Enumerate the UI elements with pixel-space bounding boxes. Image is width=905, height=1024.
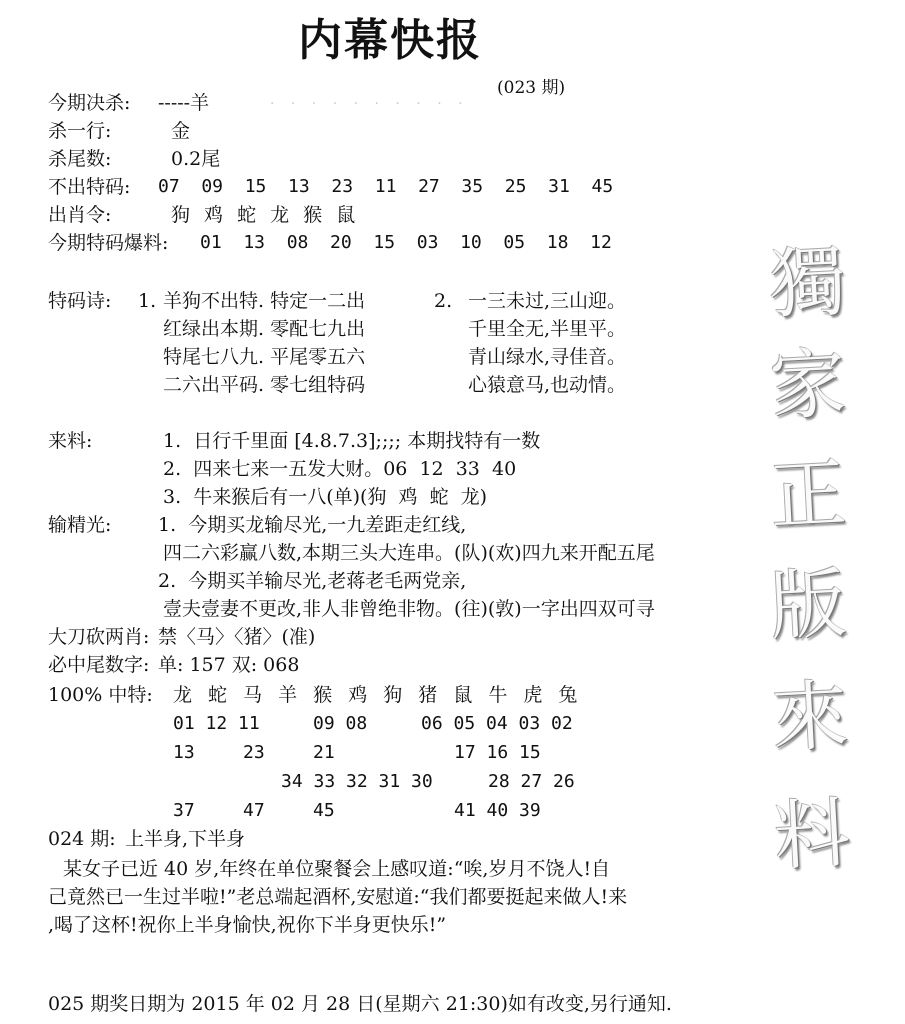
next-issue-value: 上半身,下半身: [125, 828, 246, 850]
poem-left-line: 羊狗不出特. 特定一二出: [163, 290, 366, 312]
source-line: 3. 牛来猴后有一八(单)(狗 鸡 蛇 龙): [163, 486, 488, 508]
number-group: 06 05 04 03 02: [421, 713, 573, 734]
zodiac-value: 狗 鸡 蛇 龙 猴 鼠: [171, 204, 360, 226]
stamp-char: 料: [771, 788, 853, 881]
kill-row-value: 金: [171, 120, 191, 142]
next-issue-label: 024 期:: [48, 828, 116, 850]
special-zodiacs: 龙 蛇 马 羊 猴 鸡 狗 猪 鼠 牛 虎 兔: [173, 684, 583, 706]
poem-label: 特码诗:: [48, 290, 112, 312]
kill-tail-label: 杀尾数:: [48, 148, 112, 170]
number-group: 17 16 15: [454, 742, 541, 763]
stamp-char: 版: [767, 558, 849, 651]
source-label: 来料:: [48, 430, 93, 452]
poem-right-line: 一三未过,三山迎。: [468, 290, 627, 312]
footer-notice: 025 期奖日期为 2015 年 02 月 28 日(星期六 21:30)如有改变,另行通知.: [48, 993, 672, 1015]
burst-label: 今期特码爆料:: [48, 232, 169, 254]
faded-text: · · · · · · · · · ·: [270, 96, 469, 112]
zodiac-label: 出肖令:: [48, 204, 112, 226]
poem-right-line: 心猿意马,也动情。: [468, 374, 627, 396]
poem-left-line: 红绿出本期. 零配七九出: [163, 318, 366, 340]
lose-line: 四二六彩赢八数,本期三头大连串。(队)(欢)四九来开配五尾: [163, 542, 655, 564]
poem-left-line: 二六出平码. 零七组特码: [163, 374, 366, 396]
poem-left-line: 特尾七八九. 平尾零五六: [163, 346, 366, 368]
story-line: ,喝了这杯!祝你上半身愉快,祝你下半身更快乐!”: [48, 914, 447, 936]
story-line: 某女子已近 40 岁,年终在单位聚餐会上感叹道:“唉,岁月不饶人!自: [63, 858, 611, 880]
number-group: 28 27 26: [488, 771, 575, 792]
no-special-value: 07 09 15 13 23 11 27 35 25 31 45: [158, 176, 614, 197]
number-group: 37: [173, 800, 195, 821]
poem-right-number: 2.: [434, 290, 453, 312]
number-group: 47: [243, 800, 265, 821]
number-group: 41 40 39: [454, 800, 541, 821]
tail-value: 单: 157 双: 068: [158, 654, 300, 676]
number-group: 01 12 11: [173, 713, 260, 734]
poem-right-line: 青山绿水,寻佳音。: [468, 346, 627, 368]
number-group: 34 33 32 31 30: [281, 771, 433, 792]
number-group: 21: [313, 742, 335, 763]
number-group: 45: [313, 800, 335, 821]
stamp-char: 家: [767, 338, 849, 431]
stamp-char: 正: [767, 448, 849, 541]
number-group: 09 08: [313, 713, 368, 734]
burst-value: 01 13 08 20 15 03 10 05 18 12: [200, 232, 612, 253]
lose-line: 壹夫壹妻不更改,非人非曾绝非物。(往)(敦)一字出四双可寻: [163, 598, 655, 620]
knife-value: 禁〈马〉〈猪〉(准): [158, 626, 316, 648]
lose-line: 1. 今期买龙输尽光,一九差距走红线,: [158, 514, 467, 536]
no-special-label: 不出特码:: [48, 176, 131, 198]
lose-label: 输精光:: [48, 514, 112, 536]
poem-left-number: 1.: [138, 290, 157, 312]
page-title: 内幕快报: [298, 15, 482, 66]
source-line: 1. 日行千里面 [4.8.7.3];;;; 本期找特有一数: [163, 430, 541, 452]
kill-row-label: 杀一行:: [48, 120, 112, 142]
knife-label: 大刀砍两肖:: [48, 626, 150, 648]
kill-value: -----羊: [158, 92, 210, 114]
story-line: 己竟然已一生过半啦!”老总端起酒杯,安慰道:“我们都要挺起来做人!来: [48, 886, 628, 908]
tail-label: 必中尾数字:: [48, 654, 150, 676]
stamp-char: 獨: [767, 236, 849, 329]
kill-tail-value: 0.2尾: [171, 148, 221, 170]
issue-number: (023 期): [497, 78, 566, 98]
stamp-char: 來: [769, 670, 851, 763]
lose-line: 2. 今期买羊输尽光,老蒋老毛两党亲,: [158, 570, 467, 592]
number-group: 23: [243, 742, 265, 763]
poem-right-line: 千里全无,半里平。: [468, 318, 627, 340]
kill-label: 今期决杀:: [48, 92, 131, 114]
special-label: 100% 中特:: [48, 684, 153, 706]
source-line: 2. 四来七来一五发大财。06 12 33 40: [163, 458, 517, 480]
number-group: 13: [173, 742, 195, 763]
